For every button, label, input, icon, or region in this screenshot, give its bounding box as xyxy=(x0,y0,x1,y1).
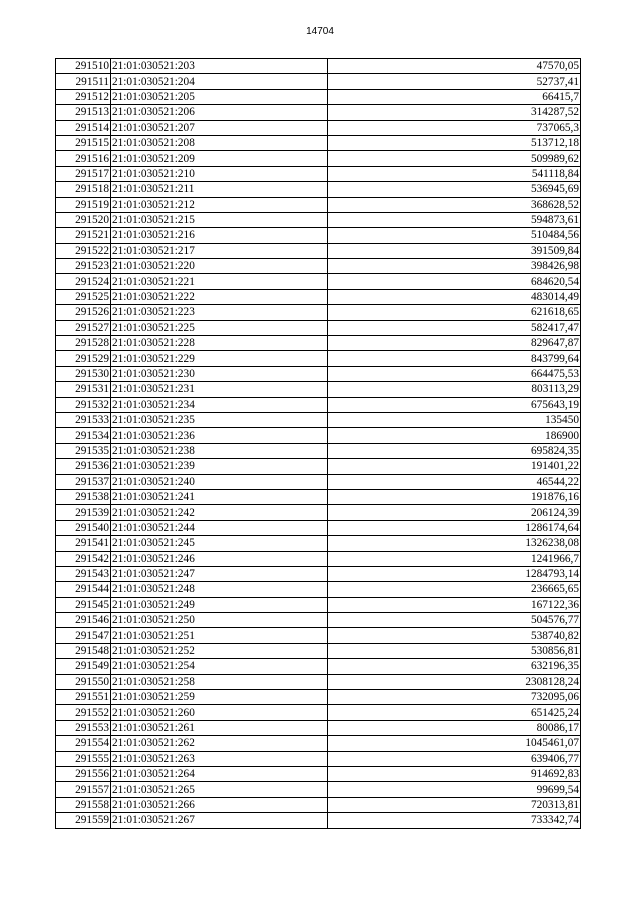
row-number-cell: 291534 xyxy=(56,428,111,443)
cadastral-code-cell: 21:01:030521:252 xyxy=(111,643,328,658)
value-cell: 368628,52 xyxy=(328,197,581,212)
cadastral-code-cell: 21:01:030521:250 xyxy=(111,613,328,628)
table-row xyxy=(56,643,581,658)
value-cell: 541118,84 xyxy=(328,166,581,181)
table-row xyxy=(56,397,581,412)
value-cell: 536945,69 xyxy=(328,182,581,197)
cadastral-code-cell: 21:01:030521:244 xyxy=(111,520,328,535)
row-number-cell: 291512 xyxy=(56,89,111,104)
cadastral-code-cell: 21:01:030521:265 xyxy=(111,782,328,797)
cadastral-code-cell: 21:01:030521:207 xyxy=(111,120,328,135)
cadastral-code-cell: 21:01:030521:210 xyxy=(111,166,328,181)
row-number-cell: 291556 xyxy=(56,766,111,781)
table-row xyxy=(56,228,581,243)
table-row xyxy=(56,628,581,643)
cadastral-code-cell: 21:01:030521:216 xyxy=(111,228,328,243)
value-cell: 509989,62 xyxy=(328,151,581,166)
cadastral-code-cell: 21:01:030521:229 xyxy=(111,351,328,366)
cadastral-code-cell: 21:01:030521:217 xyxy=(111,243,328,258)
cadastral-code-cell: 21:01:030521:245 xyxy=(111,536,328,551)
table-row xyxy=(56,166,581,181)
table-row xyxy=(56,289,581,304)
value-cell: 732095,06 xyxy=(328,690,581,705)
value-cell: 510484,56 xyxy=(328,228,581,243)
table-row xyxy=(56,74,581,89)
cadastral-code-cell: 21:01:030521:228 xyxy=(111,336,328,351)
table-row xyxy=(56,674,581,689)
value-cell: 135450 xyxy=(328,412,581,427)
cadastral-code-cell: 21:01:030521:258 xyxy=(111,674,328,689)
table-row xyxy=(56,597,581,612)
row-number-cell: 291518 xyxy=(56,182,111,197)
row-number-cell: 291515 xyxy=(56,135,111,150)
row-number-cell: 291535 xyxy=(56,443,111,458)
cadastral-code-cell: 21:01:030521:231 xyxy=(111,382,328,397)
table-row xyxy=(56,720,581,735)
table-row xyxy=(56,566,581,581)
cadastral-code-cell: 21:01:030521:223 xyxy=(111,305,328,320)
cadastral-code-cell: 21:01:030521:261 xyxy=(111,720,328,735)
value-cell: 483014,49 xyxy=(328,289,581,304)
row-number-cell: 291544 xyxy=(56,582,111,597)
table-row xyxy=(56,212,581,227)
cadastral-code-cell: 21:01:030521:240 xyxy=(111,474,328,489)
table-row xyxy=(56,459,581,474)
value-cell: 632196,35 xyxy=(328,659,581,674)
row-number-cell: 291552 xyxy=(56,705,111,720)
value-cell: 186900 xyxy=(328,428,581,443)
cadastral-code-cell: 21:01:030521:260 xyxy=(111,705,328,720)
table-row xyxy=(56,766,581,781)
row-number-cell: 291528 xyxy=(56,336,111,351)
cadastral-code-cell: 21:01:030521:209 xyxy=(111,151,328,166)
row-number-cell: 291551 xyxy=(56,690,111,705)
row-number-cell: 291537 xyxy=(56,474,111,489)
value-cell: 733342,74 xyxy=(328,813,581,828)
table-row xyxy=(56,505,581,520)
table-row xyxy=(56,443,581,458)
table-row xyxy=(56,197,581,212)
cadastral-code-cell: 21:01:030521:241 xyxy=(111,489,328,504)
row-number-cell: 291520 xyxy=(56,212,111,227)
value-cell: 720313,81 xyxy=(328,797,581,812)
row-number-cell: 291555 xyxy=(56,751,111,766)
cadastral-code-cell: 21:01:030521:234 xyxy=(111,397,328,412)
row-number-cell: 291545 xyxy=(56,597,111,612)
value-cell: 513712,18 xyxy=(328,135,581,150)
value-cell: 664475,53 xyxy=(328,366,581,381)
table-row xyxy=(56,520,581,535)
cadastral-code-cell: 21:01:030521:238 xyxy=(111,443,328,458)
value-cell: 651425,24 xyxy=(328,705,581,720)
row-number-cell: 291540 xyxy=(56,520,111,535)
cadastral-code-cell: 21:01:030521:208 xyxy=(111,135,328,150)
row-number-cell: 291533 xyxy=(56,412,111,427)
value-cell: 1241966,7 xyxy=(328,551,581,566)
row-number-cell: 291557 xyxy=(56,782,111,797)
row-number-cell: 291529 xyxy=(56,351,111,366)
table-row xyxy=(56,274,581,289)
cadastral-code-cell: 21:01:030521:267 xyxy=(111,813,328,828)
row-number-cell: 291554 xyxy=(56,736,111,751)
row-number-cell: 291559 xyxy=(56,813,111,828)
table-row xyxy=(56,813,581,828)
value-cell: 803113,29 xyxy=(328,382,581,397)
table-row xyxy=(56,797,581,812)
table-row xyxy=(56,305,581,320)
cadastral-code-cell: 21:01:030521:242 xyxy=(111,505,328,520)
value-cell: 167122,36 xyxy=(328,597,581,612)
cadastral-code-cell: 21:01:030521:215 xyxy=(111,212,328,227)
value-cell: 99699,54 xyxy=(328,782,581,797)
cadastral-code-cell: 21:01:030521:254 xyxy=(111,659,328,674)
row-number-cell: 291510 xyxy=(56,59,111,74)
table-row xyxy=(56,751,581,766)
row-number-cell: 291527 xyxy=(56,320,111,335)
table-row xyxy=(56,105,581,120)
row-number-cell: 291546 xyxy=(56,613,111,628)
row-number-cell: 291526 xyxy=(56,305,111,320)
value-cell: 538740,82 xyxy=(328,628,581,643)
table-row xyxy=(56,320,581,335)
value-cell: 206124,39 xyxy=(328,505,581,520)
table-row xyxy=(56,690,581,705)
cadastral-code-cell: 21:01:030521:221 xyxy=(111,274,328,289)
table-row xyxy=(56,705,581,720)
row-number-cell: 291514 xyxy=(56,120,111,135)
value-cell: 191401,22 xyxy=(328,459,581,474)
table-row xyxy=(56,351,581,366)
row-number-cell: 291548 xyxy=(56,643,111,658)
row-number-cell: 291539 xyxy=(56,505,111,520)
row-number-cell: 291517 xyxy=(56,166,111,181)
row-number-cell: 291541 xyxy=(56,536,111,551)
table-row xyxy=(56,243,581,258)
cadastral-code-cell: 21:01:030521:251 xyxy=(111,628,328,643)
cadastral-code-cell: 21:01:030521:236 xyxy=(111,428,328,443)
page-number: 14704 xyxy=(306,26,334,37)
value-cell: 236665,65 xyxy=(328,582,581,597)
table-row xyxy=(56,613,581,628)
value-cell: 639406,77 xyxy=(328,751,581,766)
table-row xyxy=(56,182,581,197)
table-row xyxy=(56,59,581,74)
value-cell: 504576,77 xyxy=(328,613,581,628)
table-row xyxy=(56,382,581,397)
value-cell: 80086,17 xyxy=(328,720,581,735)
cadastral-code-cell: 21:01:030521:212 xyxy=(111,197,328,212)
cadastral-code-cell: 21:01:030521:205 xyxy=(111,89,328,104)
table-row xyxy=(56,489,581,504)
table-body xyxy=(56,59,581,829)
table-row xyxy=(56,536,581,551)
row-number-cell: 291524 xyxy=(56,274,111,289)
row-number-cell: 291523 xyxy=(56,259,111,274)
table-row xyxy=(56,259,581,274)
table-row xyxy=(56,135,581,150)
cadastral-code-cell: 21:01:030521:259 xyxy=(111,690,328,705)
row-number-cell: 291549 xyxy=(56,659,111,674)
row-number-cell: 291531 xyxy=(56,382,111,397)
cadastral-code-cell: 21:01:030521:246 xyxy=(111,551,328,566)
cadastral-code-cell: 21:01:030521:206 xyxy=(111,105,328,120)
value-cell: 398426,98 xyxy=(328,259,581,274)
cadastral-code-cell: 21:01:030521:262 xyxy=(111,736,328,751)
row-number-cell: 291525 xyxy=(56,289,111,304)
cadastral-code-cell: 21:01:030521:247 xyxy=(111,566,328,581)
row-number-cell: 291532 xyxy=(56,397,111,412)
cadastral-code-cell: 21:01:030521:222 xyxy=(111,289,328,304)
table-row xyxy=(56,151,581,166)
value-cell: 737065,3 xyxy=(328,120,581,135)
value-cell: 695824,35 xyxy=(328,443,581,458)
cadastral-code-cell: 21:01:030521:204 xyxy=(111,74,328,89)
cadastral-code-cell: 21:01:030521:266 xyxy=(111,797,328,812)
table-row xyxy=(56,412,581,427)
cadastral-code-cell: 21:01:030521:203 xyxy=(111,59,328,74)
row-number-cell: 291513 xyxy=(56,105,111,120)
row-number-cell: 291516 xyxy=(56,151,111,166)
table-row xyxy=(56,336,581,351)
cadastral-code-cell: 21:01:030521:239 xyxy=(111,459,328,474)
row-number-cell: 291530 xyxy=(56,366,111,381)
row-number-cell: 291538 xyxy=(56,489,111,504)
row-number-cell: 291543 xyxy=(56,566,111,581)
row-number-cell: 291519 xyxy=(56,197,111,212)
value-cell: 66415,7 xyxy=(328,89,581,104)
cadastral-code-cell: 21:01:030521:264 xyxy=(111,766,328,781)
data-table xyxy=(55,58,581,829)
cadastral-code-cell: 21:01:030521:225 xyxy=(111,320,328,335)
value-cell: 1284793,14 xyxy=(328,566,581,581)
value-cell: 1326238,08 xyxy=(328,536,581,551)
table-row xyxy=(56,551,581,566)
row-number-cell: 291553 xyxy=(56,720,111,735)
value-cell: 684620,54 xyxy=(328,274,581,289)
row-number-cell: 291542 xyxy=(56,551,111,566)
table-row xyxy=(56,474,581,489)
value-cell: 1045461,07 xyxy=(328,736,581,751)
value-cell: 2308128,24 xyxy=(328,674,581,689)
value-cell: 675643,19 xyxy=(328,397,581,412)
cadastral-code-cell: 21:01:030521:248 xyxy=(111,582,328,597)
cadastral-code-cell: 21:01:030521:230 xyxy=(111,366,328,381)
cadastral-code-cell: 21:01:030521:263 xyxy=(111,751,328,766)
value-cell: 530856,81 xyxy=(328,643,581,658)
table-row xyxy=(56,659,581,674)
row-number-cell: 291521 xyxy=(56,228,111,243)
value-cell: 46544,22 xyxy=(328,474,581,489)
value-cell: 391509,84 xyxy=(328,243,581,258)
table-row xyxy=(56,582,581,597)
row-number-cell: 291511 xyxy=(56,74,111,89)
value-cell: 52737,41 xyxy=(328,74,581,89)
row-number-cell: 291550 xyxy=(56,674,111,689)
value-cell: 621618,65 xyxy=(328,305,581,320)
value-cell: 314287,52 xyxy=(328,105,581,120)
table-row xyxy=(56,428,581,443)
table-row xyxy=(56,782,581,797)
cadastral-code-cell: 21:01:030521:235 xyxy=(111,412,328,427)
table-row xyxy=(56,366,581,381)
row-number-cell: 291536 xyxy=(56,459,111,474)
value-cell: 914692,83 xyxy=(328,766,581,781)
value-cell: 594873,61 xyxy=(328,212,581,227)
row-number-cell: 291522 xyxy=(56,243,111,258)
value-cell: 47570,05 xyxy=(328,59,581,74)
cadastral-code-cell: 21:01:030521:211 xyxy=(111,182,328,197)
row-number-cell: 291558 xyxy=(56,797,111,812)
table-row xyxy=(56,89,581,104)
table-row xyxy=(56,736,581,751)
value-cell: 843799,64 xyxy=(328,351,581,366)
value-cell: 1286174,64 xyxy=(328,520,581,535)
row-number-cell: 291547 xyxy=(56,628,111,643)
table-row xyxy=(56,120,581,135)
cadastral-code-cell: 21:01:030521:249 xyxy=(111,597,328,612)
value-cell: 829647,87 xyxy=(328,336,581,351)
value-cell: 582417,47 xyxy=(328,320,581,335)
cadastral-code-cell: 21:01:030521:220 xyxy=(111,259,328,274)
value-cell: 191876,16 xyxy=(328,489,581,504)
